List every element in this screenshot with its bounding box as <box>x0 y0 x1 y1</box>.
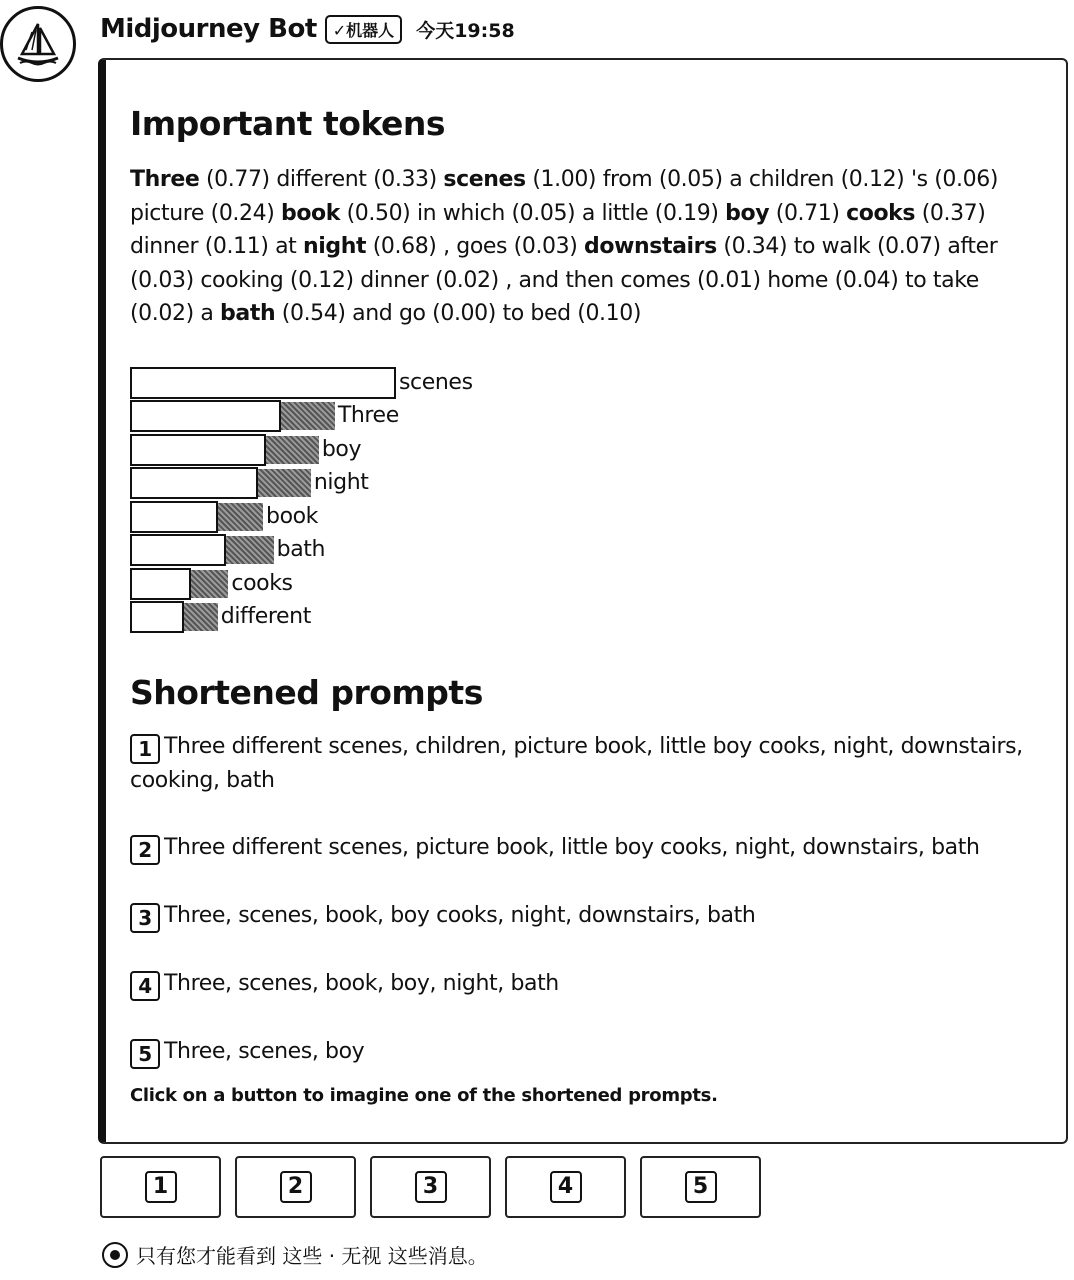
prompt-number-badge: 2 <box>130 835 160 865</box>
bar-fill <box>130 367 396 399</box>
embed-card <box>98 58 1068 1144</box>
token-25: to bed (0.10) <box>502 301 642 326</box>
bar-shade <box>184 603 218 631</box>
bar-fill <box>130 434 266 466</box>
button-number: 2 <box>280 1171 312 1203</box>
bar-label: night <box>313 470 369 495</box>
prompt-list <box>130 730 1046 1069</box>
token-13: at night (0.68) <box>275 234 444 259</box>
bar-book <box>130 501 383 533</box>
button-number: 5 <box>685 1171 717 1203</box>
token-4: a children (0.12) <box>729 167 911 192</box>
bar-shade <box>218 503 263 531</box>
prompt-text: Three, scenes, boy <box>164 1038 365 1064</box>
token-17: after (0.03) <box>130 234 998 293</box>
token-24: and go (0.00) <box>352 301 503 326</box>
imagine-prompt-3-button[interactable] <box>370 1156 491 1218</box>
bar-shade <box>191 570 228 598</box>
token-23: a bath (0.54) <box>200 301 353 326</box>
prompt-text: Three different scenes, children, picture book, little boy cooks, night, downstairs, cooking, bath <box>130 733 1023 793</box>
prompt-item-1 <box>130 730 1030 797</box>
ephemeral-text: 只有您才能看到 这些 · 无视 这些消息。 <box>136 1244 488 1268</box>
token-0: Three (0.77) <box>130 167 277 192</box>
eye-icon <box>102 1242 128 1268</box>
bar-shade <box>266 436 319 464</box>
token-15: downstairs (0.34) <box>584 234 794 259</box>
bar-label: bath <box>276 537 326 562</box>
prompt-text: Three different scenes, picture book, little boy cooks, night, downstairs, bath <box>164 834 980 860</box>
embed-footer: Click on a button to imagine one of the shortened prompts. <box>130 1084 718 1106</box>
bar-fill <box>130 601 184 633</box>
token-9: a little (0.19) <box>581 200 726 226</box>
prompt-number-badge: 5 <box>130 1039 160 1069</box>
imagine-prompt-1-button[interactable] <box>100 1156 221 1218</box>
token-11: cooks (0.37) <box>846 200 986 226</box>
token-21: home (0.04) <box>767 267 906 293</box>
timestamp: 今天19:58 <box>416 19 515 42</box>
bar-different <box>130 601 338 633</box>
bar-label: cooks <box>231 570 293 596</box>
token-12: dinner (0.11) <box>130 234 276 259</box>
bar-label: different <box>220 604 311 629</box>
bar-shade <box>281 402 335 430</box>
token-7: book (0.50) <box>280 200 417 226</box>
token-20: , and then comes (0.01) <box>505 267 768 293</box>
bar-night <box>130 467 431 499</box>
bar-fill <box>130 568 191 600</box>
imagine-prompt-4-button[interactable] <box>505 1156 626 1218</box>
imagine-prompt-5-button[interactable] <box>640 1156 761 1218</box>
token-2: scenes (1.00) <box>443 167 603 192</box>
prompt-text: Three, scenes, book, boy, night, bath <box>164 970 559 996</box>
token-5: 's (0.06) <box>910 167 998 192</box>
prompt-number-badge: 1 <box>130 734 160 764</box>
token-8: in which (0.05) <box>416 200 582 226</box>
bot-avatar[interactable] <box>0 6 76 82</box>
ephemeral-notice <box>102 1240 488 1269</box>
bar-label: scenes <box>399 369 473 395</box>
prompt-item-2 <box>130 831 1030 865</box>
bar-fill <box>130 501 218 533</box>
bar-label: book <box>266 503 319 529</box>
prompt-item-4 <box>130 967 1030 1001</box>
button-number: 3 <box>415 1171 447 1203</box>
token-1: different (0.33) <box>276 167 444 192</box>
bot-tag: ✓机器人 <box>325 15 402 44</box>
prompt-number-badge: 4 <box>130 971 160 1001</box>
bot-name[interactable]: Midjourney Bot <box>100 14 317 44</box>
token-16: to walk (0.07) <box>793 234 948 259</box>
bar-fill <box>130 534 226 566</box>
bar-label: Three <box>337 403 399 428</box>
button-number: 1 <box>145 1171 177 1203</box>
prompt-number-badge: 3 <box>130 903 160 933</box>
bar-boy <box>130 434 439 466</box>
token-14: , goes (0.03) <box>443 234 585 259</box>
bar-scenes <box>130 367 516 399</box>
prompt-item-5 <box>130 1035 1030 1069</box>
bar-cooks <box>130 568 348 600</box>
bar-label: boy <box>321 436 362 462</box>
token-19: dinner (0.02) <box>360 267 506 293</box>
bar-fill <box>130 400 281 432</box>
token-importance-chart <box>130 367 630 637</box>
token-10: boy (0.71) <box>725 200 847 226</box>
important-tokens-title: Important tokens <box>130 104 446 143</box>
token-22: to take (0.02) <box>130 267 979 326</box>
sailboat-icon <box>12 18 64 70</box>
button-row <box>100 1156 761 1218</box>
token-3: from (0.05) <box>602 167 730 192</box>
bar-shade <box>258 469 310 497</box>
shortened-prompts-title: Shortened prompts <box>130 672 483 712</box>
bar-fill <box>130 467 258 499</box>
prompt-item-3 <box>130 899 1030 933</box>
token-6: picture (0.24) <box>130 200 281 226</box>
tokens-paragraph <box>130 163 1010 331</box>
message-header <box>100 14 515 44</box>
imagine-prompt-2-button[interactable] <box>235 1156 356 1218</box>
token-18: cooking (0.12) <box>200 267 361 293</box>
button-number: 4 <box>550 1171 582 1203</box>
bar-bath <box>130 534 394 566</box>
bar-shade <box>226 536 273 564</box>
bar-Three <box>130 400 455 432</box>
prompt-text: Three, scenes, book, boy cooks, night, downstairs, bath <box>164 902 756 928</box>
